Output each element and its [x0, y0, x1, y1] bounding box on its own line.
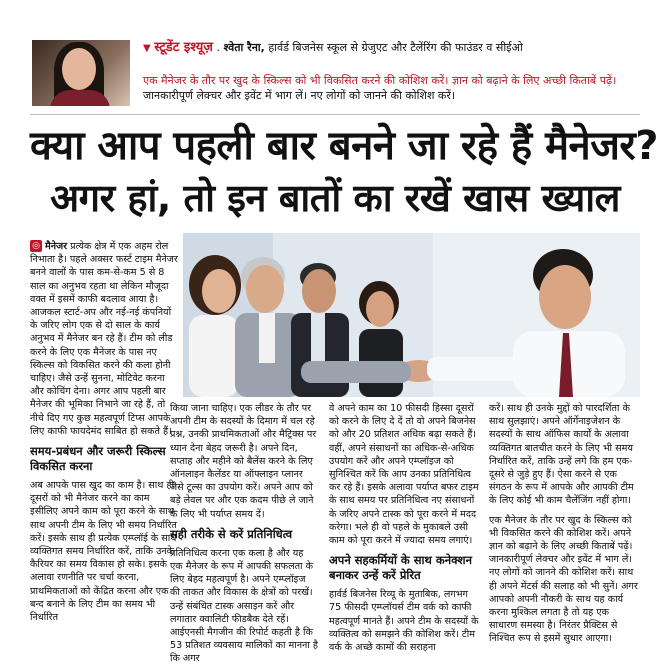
headline-line-2: अगर हां, तो इन बातों का रखें खास ख्याल: [50, 176, 620, 220]
column-3: [329, 402, 479, 664]
tip-text: जानकारीपूर्ण लेक्चर और इवेंट में भाग लें। नए लोगों को जानने की कोशिश करें।: [143, 89, 456, 102]
column-3-top-paragraph: वे अपने काम का 10 फीसदी हिस्सा दूसरों को करने के लिए दे दें तो वो अपने बिजनेस को और 20 प्रतिशत अधिक बढ़ा सकते हैं। वहीं, अपने संसाधनों का अधिक-से-अधिक उपयोग करें और अपने एम्प्लॉइज को सुनिश्चित करें कि आप उनका प्रतिनिधित्व कर रहे हैं। इसके अलावा पर्याप्त बफर टाइम के साथ समय पर प्रतिनिधित्व नए संसाधनों के जरिए अपने टास्क को पूरा करने में मदद करेगा। भले ही वो पहले के मुकाबले उसी काम को पूरा करने में ज्यादा समय लगाएं।: [329, 403, 479, 547]
section-heading-time-management: समय-प्रबंधन और जरूरी स्किल्स विकसित करना: [30, 444, 166, 474]
delegation-paragraph: प्रतिनिधित्व करना एक कला है और यह एक मैनेजर के रूप में आपकी सफलता के लिए बेहद महत्वपूर्ण है। अपने एम्प्लॉइज की ताकत और विकास के क्षेत्रों को परखें। उन्हें संबंधित टास्क असाइन करें और लगातार क्वालिटी फीडबैक देते रहें। आईएनसी मैगजीन की रिपोर्ट कहती है कि 53 प्रतिशत व्यवसाय मालिकों का मानना है कि अगर: [170, 547, 318, 664]
column-4-paragraph-1: करें। साथ ही उनके मुद्दों को पारदर्शिता के साथ सुलझाएं। अपने ऑर्गेनाइजेशन के सदस्यों के साथ ऑफिस कार्यों के अलावा व्यक्तिगत बातचीत करने के लिए भी समय निर्धारित करें, ताकि उन्हें लगे कि हम एक-दूसरे से जुड़े हुए हैं। ऐसा करने से एक संगठन के रूप में आपके और आपकी टीम के लिए कोई भी काम चैलेंजिंग नहीं होगा।: [489, 403, 634, 507]
connection-paragraph: हार्वर्ड बिजनेस रिव्यू के मुताबिक, लगभग 75 फीसदी एम्प्लॉयर्स टीम वर्क को काफी महत्वपूर्ण मानते हैं। अपने टीम के सदस्यों के व्यक्तित्व को समझने की कोशिश करें। टीम वर्क के अच्छे कामों की सराहना: [329, 589, 479, 654]
section-heading-connection: अपने सहकर्मियों के साथ कनेक्शन बनाकर उन्हें करें प्रेरित: [329, 553, 472, 583]
author-bio: हार्वर्ड बिजनेस स्कूल से ग्रेजुएट और टैलेंरिंग की फाउंडर व सीईओ: [268, 41, 523, 54]
headline-line-1: क्या आप पहली बार बनने जा रहे हैं मैनेजर?: [30, 123, 658, 169]
author-photo: [32, 40, 130, 106]
time-management-paragraph: अब आपके पास खुद का काम है। साथ ही दूसरों को भी मैनेजर करने का काम इसीलिए अपने काम को पूरा करने के साथ-साथ अपनी टीम के लिए भी समय निर्धारित करें। इसके साथ ही प्रत्येक एम्प्लॉई के साथ व्यक्तिगत समय निर्धारित करें, ताकि उनके कैरियर का समय विकास हो सके। इसके अलावा रणनीति पर चर्चा करना, प्राथमिकताओं को केंद्रित करना और एक बन्द बनाने के लिए टीम का समय भी निर्धारित: [30, 480, 178, 624]
byline: ▼ स्टूडेंट इश्यूज़ . श्वेता रैना, हार्वर्ड बिजनेस स्कूल से ग्रेजुएट और टैलेंरिंग की फाउंडर व सीईओ: [143, 40, 523, 55]
target-icon: ◎: [30, 240, 42, 252]
author-name: श्वेता रैना,: [223, 41, 265, 54]
column-4: [489, 402, 640, 664]
series-label: स्टूडेंट इश्यूज़: [154, 40, 213, 55]
section-heading-delegation: सही तरीके से करें प्रतिनिधित्व: [170, 526, 293, 541]
office-handshake-photo: [183, 233, 640, 397]
column-2: [170, 402, 318, 664]
column-1: [30, 240, 178, 665]
intro-paragraph: प्रत्येक क्षेत्र में एक अहम रोल निभाता है। पहले अक्सर फर्स्ट टाइम मैनेजर बनने वालों के पास कम-से-कम 5 से 8 साल का अनुभव रहता था लेकिन मौजूदा वक्त में इसमें काफी बदलाव आया है। आजकल स्टार्ट-अप और नई-नई कंपनियों के जरिए लोग एक से दो साल के कार्य अनुभव में मैनेजर बन रहे हैं। टीम को लीड करने के लिए एक मैनेजर के पास नए स्किल्स को विकसित करने की कला होनी चाहिए। जैसे उन्हें सुनना, मोटिवेट करना और कोचिंग देना। अगर आप पहली बार मैनेजर की भूमिका निभाने जा रहे हैं, तो नीचे दिए गए कुछ महत्वपूर्ण टिप्स आपके लिए काफी फायदेमंद साबित हो सकते हैं।: [30, 241, 178, 437]
column-4-paragraph-2: एक मैनेजर के तौर पर खुद के स्किल्स को भी विकसित करने की कोशिश करें। अपने ज्ञान को बढ़ाने के लिए अच्छी किताबें पढ़ें। जानकारीपूर्ण लेक्चर और इवेंट में भाग लें। नए लोगों को जानने की कोशिश करें। साथ ही अपने मेंटर्स की सलाह को भी सुनें। अगर आपको अपनी नौकरी के साथ यह कार्य करना मुश्किल लगता है तो यह एक साधारण समस्या है। निरंतर प्रैक्टिस से निश्चित रूप से इसमें सुधार आएगा।: [489, 514, 638, 645]
photo-illustration: [183, 233, 640, 397]
triangle-marker-icon: ▼: [143, 43, 151, 54]
summary-tip: [143, 73, 658, 103]
column-2-top-paragraph: किया जाना चाहिए। एक लीडर के तौर पर अपनी टीम के सदस्यों के दिमाग में चल रहे प्रश्न, उनकी प्राथमिकताओं और मैट्रिक्स पर ध्यान देना बेहद जरूरी है। अपने दिन, सप्ताह और महीने को बैलेंस करने के लिए ऑनलाइन कैलेंडर या ऑफ्लाइन प्लानर जैसे टूल्स का उपयोग करें। अपने आप को बड़े लेवल पर और एक कदम पीछे ले जाने के लिए भी पर्याप्त समय दें।: [170, 403, 317, 520]
lead-word: मैनेजर: [45, 241, 68, 252]
tip-highlight: एक मैनेजर के तौर पर खुद के स्किल्स को भी विकसित करने की कोशिश करें। ज्ञान को बढ़ाने के लिए अच्छी किताबें पढ़ें।: [143, 74, 617, 87]
divider: [30, 114, 640, 115]
